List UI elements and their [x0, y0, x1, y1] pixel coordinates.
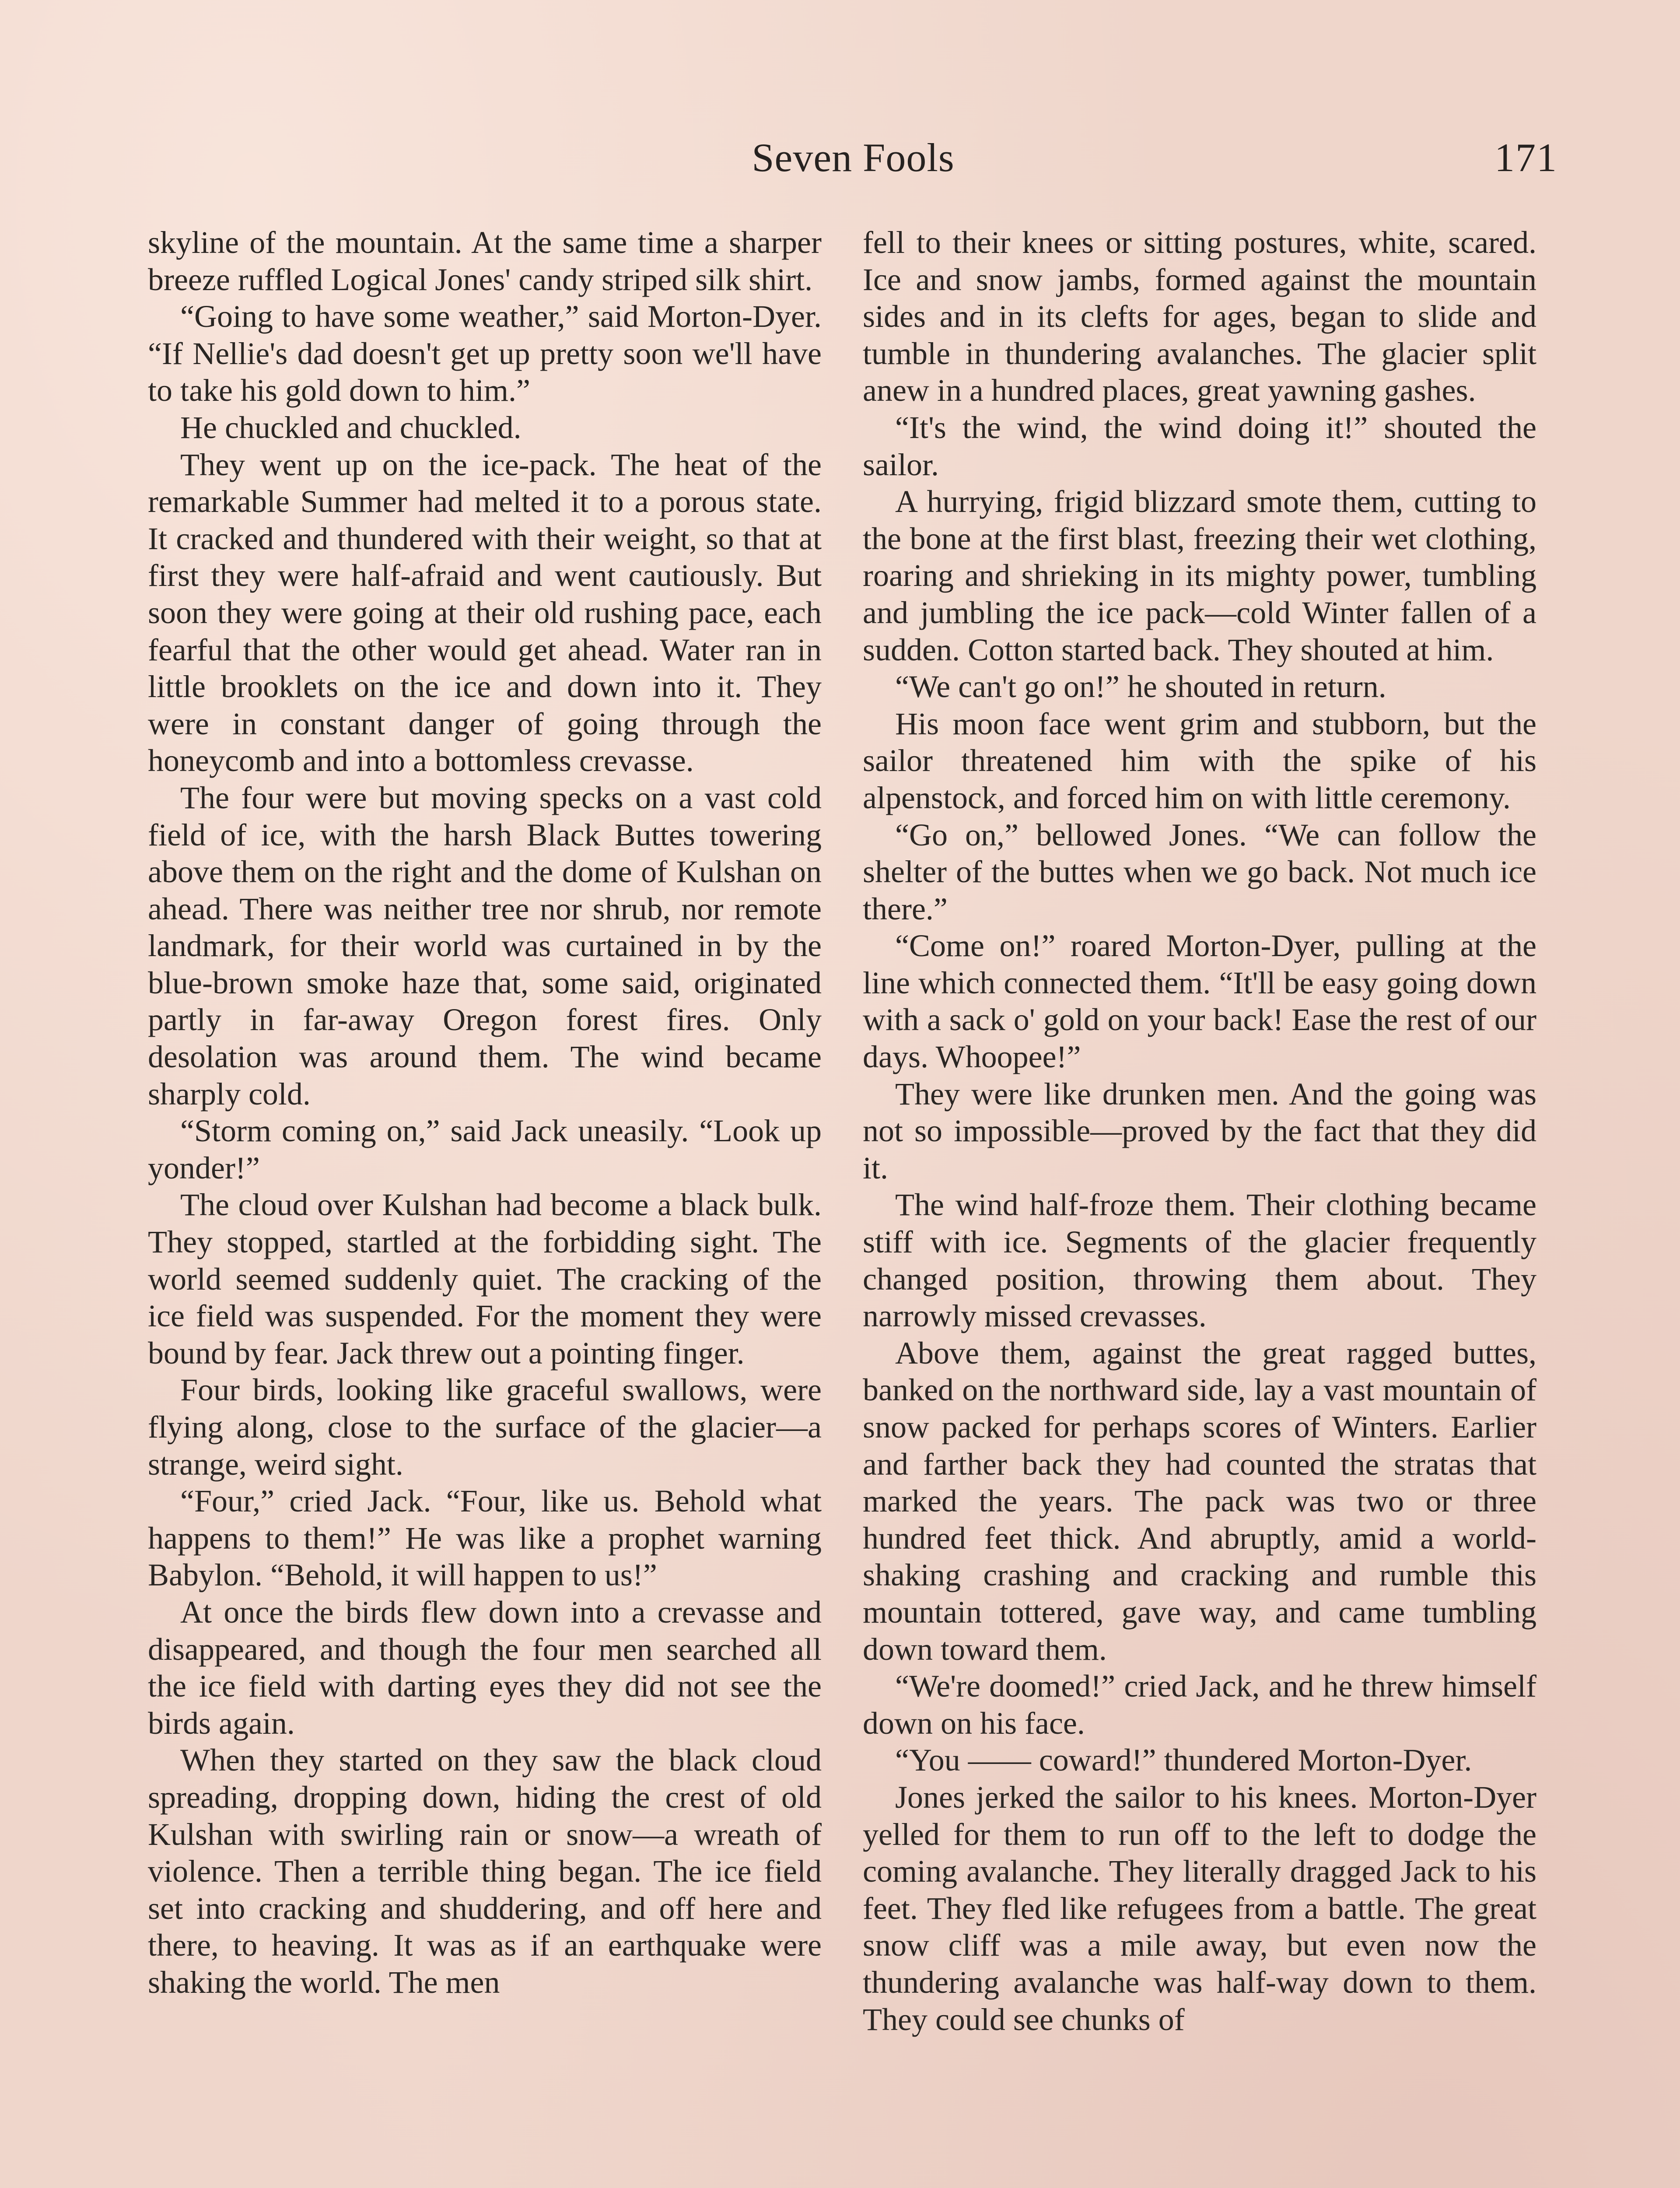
paragraph: When they started on they saw the black cloud spreading, dropping down, hiding the crest of old Kulshan with swirling rain or snow—a wreath of violence. Then a terrible thing began. The ice field set into cracking and shuddering, and off here and there, to heaving. It was as if an earthquake were shaking the world. The men [148, 1743, 822, 2000]
paragraph: The cloud over Kulshan had become a black bulk. They stopped, startled at the forbidding sight. The world seemed suddenly quiet. The cracking of the ice field was suspended. For the moment they were bound by fear. Jack threw out a pointing finger. [148, 1187, 822, 1371]
page-number: 171 [1494, 135, 1558, 180]
text-column-right [863, 224, 1536, 2038]
paragraph: “Storm coming on,” said Jack uneasily. “Look up yonder!” [148, 1113, 822, 1185]
paragraph: fell to their knees or sitting postures, white, scared. Ice and snow jambs, formed against the mountain sides and in its clefts for ages, began to slide and tumble in thundering avalanches. The glacier split anew in a hundred places, great yawning gashes. [863, 225, 1536, 408]
paragraph: A hurrying, frigid blizzard smote them, cutting to the bone at the first blast, freezing their wet clothing, roaring and shrieking in its mighty power, tumbling and jumbling the ice pack—cold Winter fallen of a sudden. Cotton started back. They shouted at him. [863, 484, 1536, 667]
paragraph: “You —— coward!” thundered Morton-Dyer. [895, 1743, 1472, 1778]
paragraph: skyline of the mountain. At the same time a sharper breeze ruffled Logical Jones' candy striped silk shirt. [148, 225, 822, 297]
paragraph: They went up on the ice-pack. The heat of the remarkable Summer had melted it to a porous state. It cracked and thundered with their weight, so that at first they were half-afraid and went cautiously. But soon they were going at their old rushing pace, each fearful that the other would get ahead. Water ran in little brooklets on the ice and down into it. They were in constant danger of going through the honeycomb and into a bottomless crevasse. [148, 447, 822, 778]
paragraph: “It's the wind, the wind doing it!” shouted the sailor. [863, 410, 1536, 482]
paragraph: At once the birds flew down into a crevasse and disappeared, and though the four men searched all the ice field with darting eyes they did not see the birds again. [148, 1594, 822, 1741]
paragraph: The wind half-froze them. Their clothing became stiff with ice. Segments of the glacier frequently changed position, throwing them about. They narrowly missed crevasses. [863, 1187, 1536, 1334]
paragraph: “Going to have some weather,” said Morton-Dyer. “If Nellie's dad doesn't get up pretty soon we'll have to take his gold down to him.” [148, 299, 822, 408]
running-header [149, 129, 1558, 186]
text-column-left [148, 224, 822, 2001]
paragraph: The four were but moving specks on a vast cold field of ice, with the harsh Black Buttes towering above them on the right and the dome of Kulshan on ahead. There was neither tree nor shrub, nor remote landmark, for their world was curtained in by the blue-brown smoke haze that, some said, originated partly in far-away Oregon forest fires. Only desolation was around them. The wind became sharply cold. [148, 780, 822, 1112]
running-title: Seven Fools [752, 135, 955, 180]
paragraph: “We're doomed!” cried Jack, and he threw himself down on his face. [863, 1669, 1536, 1741]
paragraph: Above them, against the great ragged buttes, banked on the northward side, lay a vast mountain of snow packed for perhaps scores of Winters. Earlier and farther back they had counted the stratas that marked the years. The pack was two or three hundred feet thick. And abruptly, amid a world-shaking crashing and cracking and rumble this mountain tottered, gave way, and came tumbling down toward them. [863, 1335, 1536, 1667]
paragraph: “Go on,” bellowed Jones. “We can follow the shelter of the buttes when we go back. Not much ice there.” [863, 817, 1536, 926]
paragraph: Four birds, looking like graceful swallows, were flying along, close to the surface of the glacier—a strange, weird sight. [148, 1372, 822, 1482]
paragraph: Jones jerked the sailor to his knees. Morton-Dyer yelled for them to run off to the left to dodge the coming avalanche. They literally dragged Jack to his feet. They fled like refugees from a battle. The great snow cliff was a mile away, but even now the thundering avalanche was half-way down to them. They could see chunks of [863, 1779, 1536, 2037]
paragraph: “Come on!” roared Morton-Dyer, pulling at the line which connected them. “It'll be easy going down with a sack o' gold on your back! Ease the rest of our days. Whoopee!” [863, 928, 1536, 1075]
paragraph: His moon face went grim and stubborn, but the sailor threatened him with the spike of his alpenstock, and forced him on with little ceremony. [863, 706, 1536, 815]
paragraph: “Four,” cried Jack. “Four, like us. Behold what happens to them!” He was like a prophet warning Babylon. “Behold, it will happen to us!” [148, 1483, 822, 1593]
paragraph: He chuckled and chuckled. [180, 410, 522, 445]
paragraph: “We can't go on!” he shouted in return. [895, 669, 1386, 705]
paragraph: They were like drunken men. And the going was not so impossible—proved by the fact that they did it. [863, 1076, 1536, 1185]
